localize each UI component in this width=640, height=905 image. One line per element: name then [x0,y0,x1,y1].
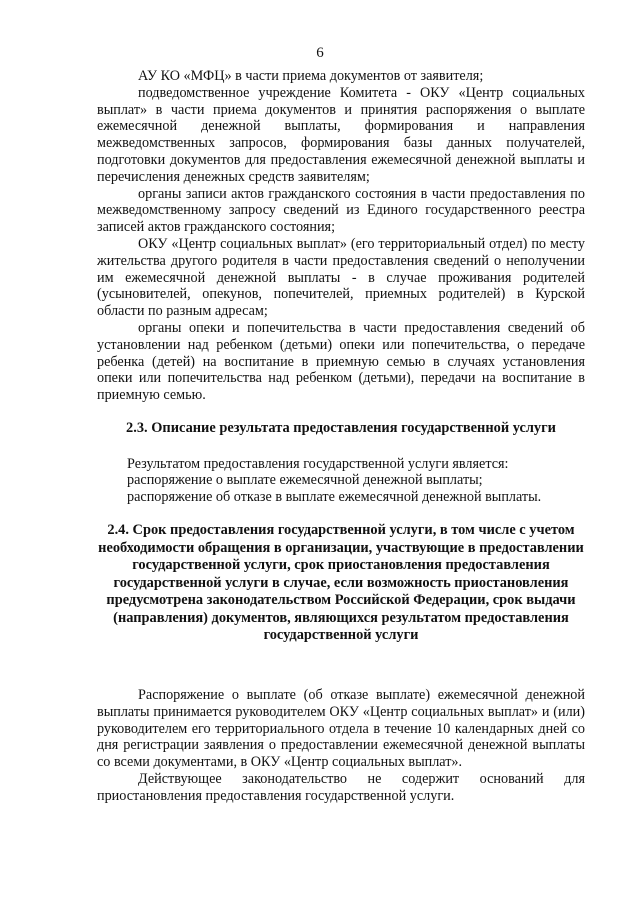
result-item: распоряжение об отказе в выплате ежемесячной денежной выплаты. [127,489,542,506]
participant-paragraph: подведомственное учреждение Комитета - ОКУ «Центр социальных выплат» в части приема документов и принятия распоряжения о выплате ежемесячной денежной выплаты, формирования и направления межведомственных запросов, формирования базы данных получателей, подготовки документов для предоставления ежемесячной денежной выплаты и перечисления денежных средств заявителям; [97,84,585,185]
participant-paragraph: органы записи актов гражданского состояния в части предоставления по межведомственному запросу сведений из Единого государственного реестра записей актов гражданского состояния; [97,185,585,236]
section-2-4-body [97,687,585,805]
section-2-3-body [97,456,585,506]
suspension-paragraph: Действующее законодательство не содержит оснований для приостановления предоставления государственной услуги. [97,771,585,804]
result-item: распоряжение о выплате ежемесячной денежной выплаты; [127,472,483,489]
page-content [97,68,585,805]
participant-paragraph: ОКУ «Центр социальных выплат» (его территориальный отдел) по месту жительства другого родителя в части предоставления сведений о неполучении им ежемесячной денежной выплаты - в случае проживания родителей (усыновителей, опекунов, попечителей, приемных родителей) в Курской области по разным адресам; [97,235,585,320]
participants-list [97,68,585,404]
participant-paragraph: органы опеки и попечительства в части предоставления сведений об установлении над ребенком (детьми) опеки или попечительства, о передаче ребенка (детей) на воспитание в приемную семью в случаях установления опеки или попечительства над ребенком (детьми), передачи на воспитание в приемную семью. [97,319,585,404]
result-list [97,472,585,506]
section-2-4-heading: 2.4. Срок предоставления государственной услуги, в том числе с учетом необходимости обращения в организации, участвующие в предоставлении государственной услуги, срок приостановления предоставления государственной услуги в случае, если возможность приостановления предусмотрена законодательством Российской Федерации, срок выдачи (направления) документов, являющихся результатом предоставления государственной услуги [98,521,584,644]
section-2-3-heading: 2.3. Описание результата предоставления государственной услуги [126,419,556,436]
participant-paragraph: АУ КО «МФЦ» в части приема документов от заявителя; [138,68,484,84]
page-number: 6 [316,45,324,61]
term-paragraph: Распоряжение о выплате (об отказе выплате) ежемесячной денежной выплаты принимается руководителем ОКУ «Центр социальных выплат» и (или) руководителем его территориального отдела в течение 10 календарных дней со дня регистрации заявления о предоставлении ежемесячной денежной выплаты со всеми документами, в ОКУ «Центр социальных выплат». [97,687,585,771]
result-intro: Результатом предоставления государственной услуги является: [127,455,509,472]
